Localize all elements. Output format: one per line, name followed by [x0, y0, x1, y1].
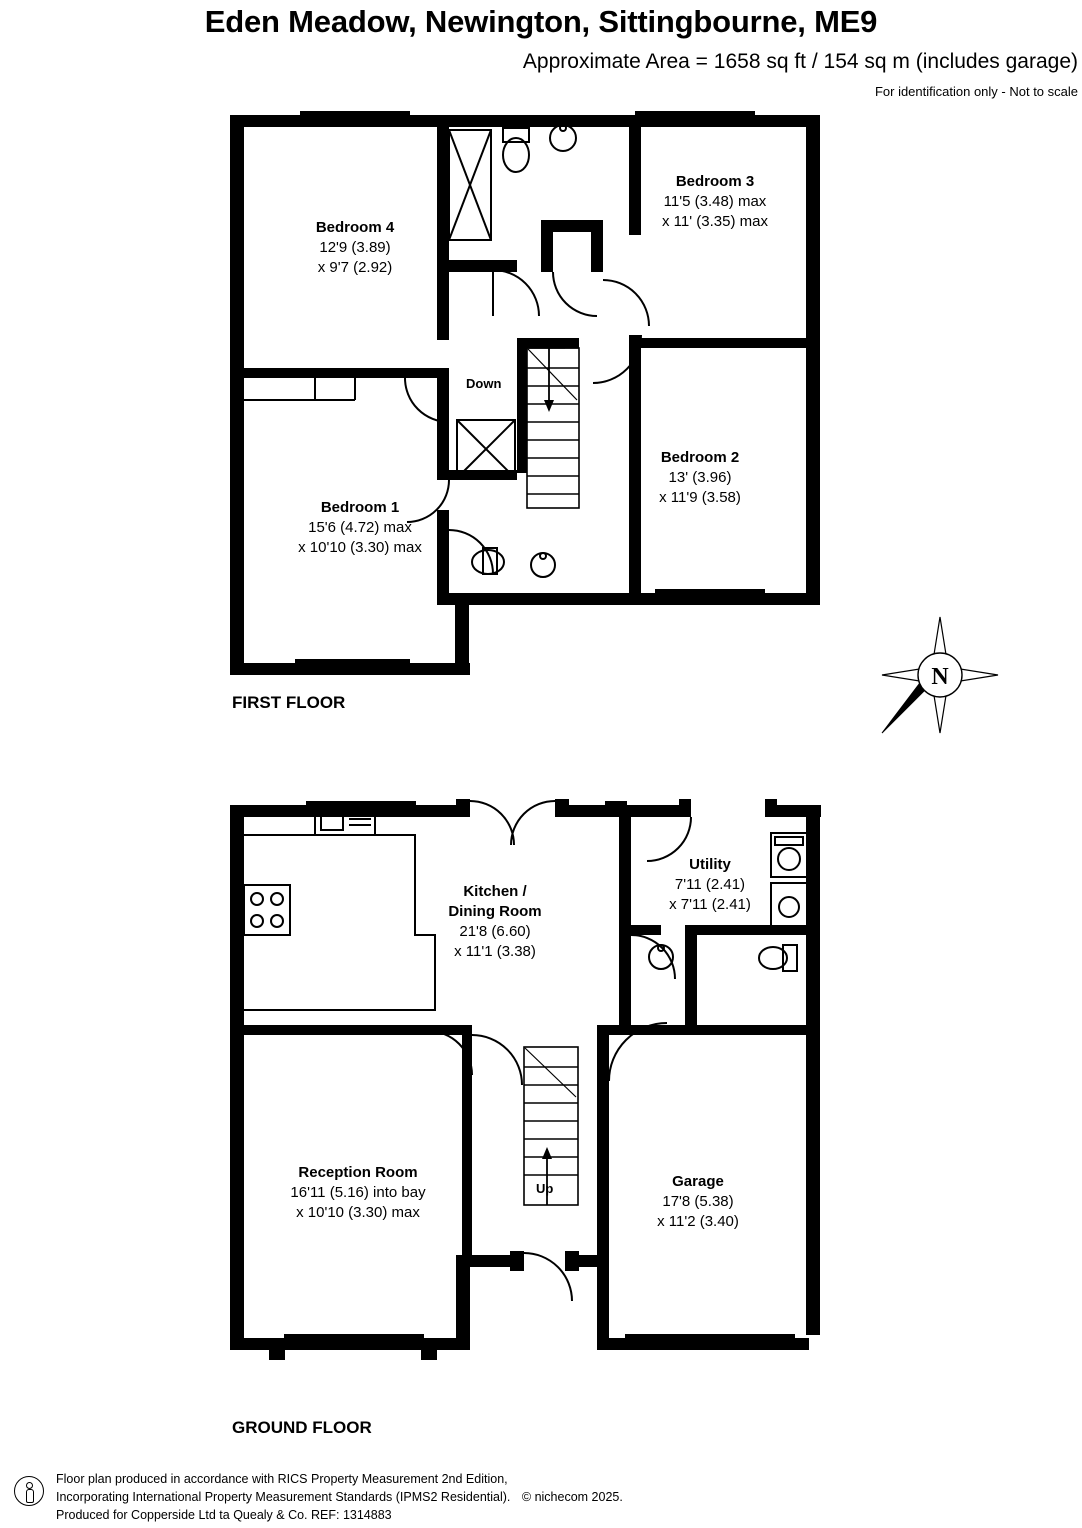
room-bedroom-3: [610, 172, 820, 232]
room-dimension-1: 15'6 (4.72) max: [308, 518, 412, 536]
room-dimension-1: 12'9 (3.89): [319, 238, 391, 256]
approximate-area: Approximate Area = 1658 sq ft / 154 sq m (includes garage): [522, 50, 1078, 73]
page-title: Eden Meadow, Newington, Sittingbourne, ME9: [204, 4, 878, 39]
room-garage: [600, 1172, 796, 1232]
room-dimension-2: x 11'2 (3.40): [657, 1212, 739, 1230]
first-floor-label: FIRST FLOOR: [232, 693, 346, 712]
rics-logo-icon: [14, 1476, 44, 1506]
room-utility: [645, 855, 775, 915]
room-bedroom-1: [250, 498, 470, 558]
room-bedroom-2: [600, 448, 800, 508]
room-dimension-2: x 11' (3.35) max: [662, 212, 768, 230]
room-reception: [228, 1163, 488, 1223]
room-dimension-2: x 11'1 (3.38): [454, 942, 536, 960]
stairs-up-label: Up: [536, 1181, 554, 1196]
ground-floor-label: GROUND FLOOR: [232, 1418, 372, 1437]
footer-copyright: © nichecom 2025.: [521, 1489, 623, 1504]
footer-line-2: Incorporating International Property Measurement Standards (IPMS2 Residential).: [56, 1489, 511, 1504]
room-dimension-1: 21'8 (6.60): [459, 922, 531, 940]
room-name: Bedroom 2: [660, 449, 740, 466]
room-name-2: Dining Room: [448, 902, 542, 920]
room-name: Utility: [689, 856, 731, 873]
compass-rose: [880, 615, 1000, 735]
room-bedroom-4: [255, 218, 455, 278]
room-dimension-2: x 7'11 (2.41): [669, 895, 751, 913]
footer-disclaimer: [56, 1471, 623, 1524]
identification-note: For identification only - Not to scale: [874, 84, 1078, 99]
room-name: Garage: [672, 1173, 724, 1190]
compass-north-letter: N: [931, 664, 949, 690]
room-dimension-2: x 9'7 (2.92): [317, 258, 393, 276]
room-name: Kitchen /: [463, 883, 527, 900]
room-kitchen-dining: [400, 882, 590, 962]
room-dimension-2: x 11'9 (3.58): [659, 488, 741, 506]
room-dimension-2: x 10'10 (3.30) max: [296, 1203, 420, 1221]
room-dimension-2: x 10'10 (3.30) max: [298, 538, 422, 556]
room-name: Bedroom 3: [675, 173, 755, 190]
room-dimension-1: 16'11 (5.16) into bay: [290, 1183, 426, 1201]
stairs-down-label: Down: [466, 376, 502, 391]
room-dimension-1: 17'8 (5.38): [662, 1192, 734, 1210]
room-dimension-1: 11'5 (3.48) max: [663, 192, 767, 210]
room-name: Bedroom 4: [315, 219, 395, 236]
room-dimension-1: 13' (3.96): [668, 468, 732, 486]
footer-line-3: Produced for Copperside Ltd ta Quealy & Co. REF: 1314883: [56, 1507, 392, 1522]
room-name: Bedroom 1: [320, 499, 400, 516]
footer-line-1: Floor plan produced in accordance with RICS Property Measurement 2nd Edition,: [56, 1472, 508, 1486]
room-name: Reception Room: [298, 1164, 418, 1181]
room-dimension-1: 7'11 (2.41): [674, 875, 746, 893]
